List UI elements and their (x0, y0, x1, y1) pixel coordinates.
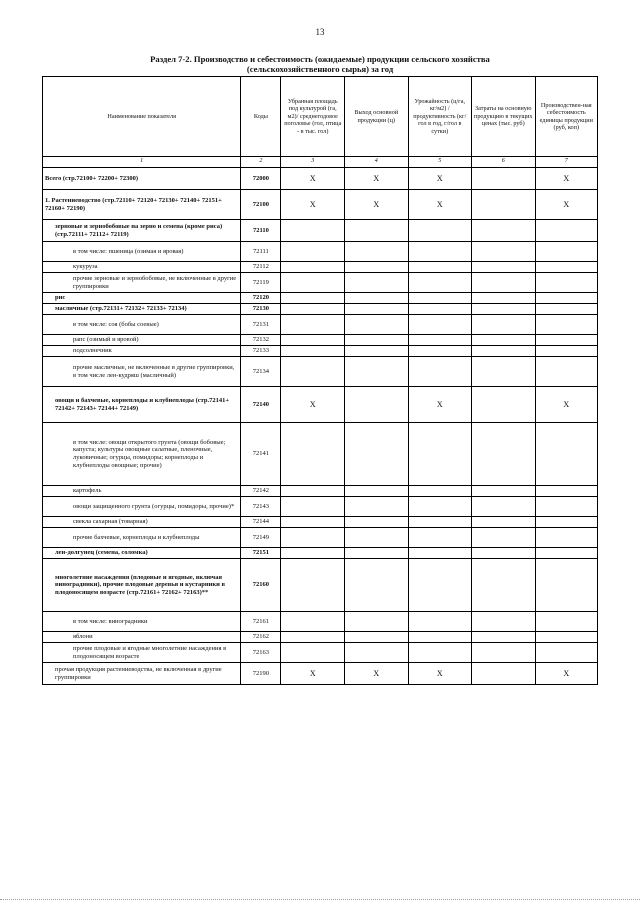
row-value-c4: X (344, 168, 408, 190)
row-name: прочие масличные, не включенные в другие группировки, в том числе лен-кудряш (масличный) (43, 357, 241, 387)
section-title (60, 54, 580, 74)
row-value-c7: X (535, 663, 597, 685)
row-code: 72132 (241, 335, 281, 346)
row-code: 72163 (241, 643, 281, 663)
row-value-c4 (344, 346, 408, 357)
row-value-c6 (472, 346, 536, 357)
row-value-c3 (281, 643, 345, 663)
row-code: 72162 (241, 632, 281, 643)
row-code: 72119 (241, 273, 281, 293)
row-value-c5 (408, 559, 472, 612)
row-value-c5 (408, 220, 472, 242)
row-name: в том числе: виноградники (43, 612, 241, 632)
row-code: 72151 (241, 548, 281, 559)
table-row (43, 190, 598, 220)
row-code: 72140 (241, 387, 281, 423)
row-code: 72141 (241, 423, 281, 486)
row-value-c6 (472, 423, 536, 486)
row-value-c6 (472, 273, 536, 293)
row-value-c4 (344, 220, 408, 242)
table-row (43, 423, 598, 486)
row-name: подсолнечник (43, 346, 241, 357)
row-value-c6 (472, 663, 536, 685)
table-row (43, 528, 598, 548)
row-value-c3: X (281, 168, 345, 190)
row-value-c6 (472, 242, 536, 262)
row-code: 72110 (241, 220, 281, 242)
row-value-c4 (344, 315, 408, 335)
header-codes: Коды (241, 77, 281, 157)
row-value-c5 (408, 242, 472, 262)
row-code: 72000 (241, 168, 281, 190)
section-title-line-2: (сельскохозяйственного сырья) за год (246, 64, 394, 74)
header-area: Убранная площадь под культурой (га, м2)/ среднегодовое поголовье (гол, птица - в тыс. гол) (281, 77, 345, 157)
row-value-c5: X (408, 168, 472, 190)
row-code: 72112 (241, 262, 281, 273)
row-code: 72142 (241, 486, 281, 497)
table-row (43, 262, 598, 273)
row-value-c6 (472, 612, 536, 632)
row-name: рапс (озимый и яровой) (43, 335, 241, 346)
row-value-c3 (281, 612, 345, 632)
row-value-c4 (344, 632, 408, 643)
row-value-c5 (408, 643, 472, 663)
column-number: 2 (241, 157, 281, 168)
row-value-c3 (281, 357, 345, 387)
row-value-c3 (281, 220, 345, 242)
row-value-c4 (344, 612, 408, 632)
row-code: 72149 (241, 528, 281, 548)
row-value-c6 (472, 220, 536, 242)
row-value-c4 (344, 262, 408, 273)
row-name: прочие плодовые и ягодные многолетние насаждения в плодоносящем возрасте (43, 643, 241, 663)
row-value-c6 (472, 335, 536, 346)
row-value-c7: X (535, 387, 597, 423)
row-code: 72130 (241, 304, 281, 315)
column-number: 1 (43, 157, 241, 168)
row-code: 72161 (241, 612, 281, 632)
row-value-c6 (472, 190, 536, 220)
table-row (43, 486, 598, 497)
row-value-c4 (344, 387, 408, 423)
row-code: 72100 (241, 190, 281, 220)
column-number: 7 (535, 157, 597, 168)
row-value-c3 (281, 486, 345, 497)
row-value-c5 (408, 632, 472, 643)
row-value-c3 (281, 304, 345, 315)
row-value-c4 (344, 293, 408, 304)
column-number-row (43, 157, 598, 168)
row-value-c7 (535, 632, 597, 643)
row-value-c3 (281, 632, 345, 643)
row-value-c3 (281, 517, 345, 528)
row-value-c7 (535, 559, 597, 612)
row-code: 72131 (241, 315, 281, 335)
row-value-c3 (281, 528, 345, 548)
row-value-c3 (281, 335, 345, 346)
table-row (43, 357, 598, 387)
row-value-c5 (408, 304, 472, 315)
row-value-c3 (281, 497, 345, 517)
row-value-c7 (535, 423, 597, 486)
row-name: прочие зерновые и зернобобовые, не включенные в другие группировки (43, 273, 241, 293)
row-value-c5 (408, 423, 472, 486)
row-value-c5: X (408, 387, 472, 423)
row-name: многолетние насаждения (плодовые и ягодные, включая виноградники), прочие плодовые деревья и кустарники в плодоносящем возрасте (стр.72161+ 72162+ 72163)** (43, 559, 241, 612)
row-value-c4 (344, 497, 408, 517)
page-bottom-edge (0, 899, 640, 900)
row-value-c5 (408, 273, 472, 293)
row-code: 72143 (241, 497, 281, 517)
section-title-line-1: Раздел 7-2. Производство и себестоимость (ожидаемые) продукции сельского хозяйства (150, 54, 490, 64)
row-code: 72111 (241, 242, 281, 262)
table-row (43, 517, 598, 528)
header-costs: Затраты на основную продукцию в текущих ценах (тыс. руб) (472, 77, 536, 157)
row-value-c7 (535, 497, 597, 517)
row-value-c3: X (281, 387, 345, 423)
row-value-c4 (344, 304, 408, 315)
column-number: 5 (408, 157, 472, 168)
table-row (43, 315, 598, 335)
row-value-c6 (472, 357, 536, 387)
row-value-c6 (472, 559, 536, 612)
row-value-c6 (472, 548, 536, 559)
column-number: 4 (344, 157, 408, 168)
page-number: 13 (315, 27, 325, 37)
row-name: яблони (43, 632, 241, 643)
row-name: лен-долгунец (семена, соломка) (43, 548, 241, 559)
row-value-c6 (472, 643, 536, 663)
row-value-c6 (472, 632, 536, 643)
row-name: картофель (43, 486, 241, 497)
row-value-c7 (535, 293, 597, 304)
row-value-c6 (472, 304, 536, 315)
row-value-c7 (535, 346, 597, 357)
row-value-c4 (344, 423, 408, 486)
row-value-c7 (535, 273, 597, 293)
row-value-c5 (408, 262, 472, 273)
row-value-c5 (408, 548, 472, 559)
table-row (43, 220, 598, 242)
table-row (43, 643, 598, 663)
row-value-c7 (535, 220, 597, 242)
row-value-c4: X (344, 190, 408, 220)
row-value-c3 (281, 423, 345, 486)
header-cost-price: Производствен-ная себестоимость единицы продукции (руб, коп) (535, 77, 597, 157)
row-value-c3 (281, 273, 345, 293)
row-value-c3 (281, 262, 345, 273)
row-value-c7 (535, 486, 597, 497)
row-value-c7: X (535, 190, 597, 220)
row-value-c7 (535, 612, 597, 632)
row-value-c5 (408, 335, 472, 346)
table-row (43, 559, 598, 612)
row-code: 72134 (241, 357, 281, 387)
table-row (43, 387, 598, 423)
table-row (43, 273, 598, 293)
row-name: в том числе: соя (бобы соевые) (43, 315, 241, 335)
row-code: 72160 (241, 559, 281, 612)
row-value-c7 (535, 262, 597, 273)
row-name: 1. Растениеводство (стр.72110+ 72120+ 72130+ 72140+ 72151+ 72160+ 72190) (43, 190, 241, 220)
row-value-c7 (535, 242, 597, 262)
row-value-c4 (344, 273, 408, 293)
row-value-c6 (472, 168, 536, 190)
row-value-c5 (408, 357, 472, 387)
row-value-c4 (344, 335, 408, 346)
row-value-c4 (344, 528, 408, 548)
row-value-c3 (281, 315, 345, 335)
row-value-c6 (472, 497, 536, 517)
row-value-c5 (408, 346, 472, 357)
row-value-c3 (281, 242, 345, 262)
row-value-c4 (344, 559, 408, 612)
header-name: Наименование показателя (43, 77, 241, 157)
row-value-c3 (281, 559, 345, 612)
column-number: 3 (281, 157, 345, 168)
row-name: кукуруза (43, 262, 241, 273)
column-number: 6 (472, 157, 536, 168)
row-value-c4: X (344, 663, 408, 685)
row-code: 72190 (241, 663, 281, 685)
row-value-c7 (535, 528, 597, 548)
table-row (43, 548, 598, 559)
row-value-c3: X (281, 663, 345, 685)
row-value-c5 (408, 293, 472, 304)
table-row (43, 168, 598, 190)
row-name: прочие бахчевые, корнеплоды и клубнеплоды (43, 528, 241, 548)
row-value-c7 (535, 548, 597, 559)
row-value-c7 (535, 357, 597, 387)
row-name: прочая продукция растениеводства, не включенная в другие группировки (43, 663, 241, 685)
production-table (42, 76, 598, 685)
row-value-c7 (535, 643, 597, 663)
row-value-c3 (281, 346, 345, 357)
row-name: в том числе: пшеница (озимая и яровая) (43, 242, 241, 262)
table-row (43, 335, 598, 346)
header-yield: Урожайность (ц/га, кг/м2) / продуктивность (кг/гол в год, г/гол в сутки) (408, 77, 472, 157)
table-row (43, 242, 598, 262)
row-value-c4 (344, 517, 408, 528)
row-value-c4 (344, 486, 408, 497)
table-row (43, 632, 598, 643)
row-value-c6 (472, 315, 536, 335)
row-value-c5 (408, 315, 472, 335)
table-row (43, 663, 598, 685)
row-value-c4 (344, 643, 408, 663)
row-value-c6 (472, 517, 536, 528)
row-value-c5: X (408, 663, 472, 685)
row-value-c4 (344, 548, 408, 559)
row-value-c6 (472, 262, 536, 273)
row-value-c3: X (281, 190, 345, 220)
row-name: масличные (стр.72131+ 72132+ 72133+ 72134) (43, 304, 241, 315)
row-code: 72120 (241, 293, 281, 304)
row-name: зерновые и зернобобовые на зерно и семена (кроме риса) (стр.72111+ 72112+ 72119) (43, 220, 241, 242)
table-row (43, 346, 598, 357)
row-value-c6 (472, 486, 536, 497)
row-name: Всего (стр.72100+ 72200+ 72300) (43, 168, 241, 190)
row-value-c7 (535, 517, 597, 528)
row-value-c5 (408, 517, 472, 528)
row-value-c5 (408, 486, 472, 497)
row-value-c3 (281, 548, 345, 559)
row-value-c6 (472, 528, 536, 548)
row-name: овощи и бахчевые, корнеплоды и клубнеплоды (стр.72141+ 72142+ 72143+ 72144+ 72149) (43, 387, 241, 423)
row-value-c7 (535, 304, 597, 315)
row-value-c5 (408, 497, 472, 517)
table-body (43, 168, 598, 685)
table-row (43, 612, 598, 632)
row-value-c7: X (535, 168, 597, 190)
row-value-c3 (281, 293, 345, 304)
table-row (43, 497, 598, 517)
row-value-c4 (344, 242, 408, 262)
row-name: овощи защищенного грунта (огурцы, помидоры, прочие)* (43, 497, 241, 517)
row-value-c5: X (408, 190, 472, 220)
row-value-c6 (472, 293, 536, 304)
row-value-c7 (535, 335, 597, 346)
row-name: рис (43, 293, 241, 304)
table-row (43, 293, 598, 304)
row-value-c4 (344, 357, 408, 387)
row-value-c5 (408, 612, 472, 632)
table-row (43, 304, 598, 315)
table-header-row (43, 77, 598, 157)
row-value-c6 (472, 387, 536, 423)
header-output: Выход основной продукции (ц) (344, 77, 408, 157)
row-value-c5 (408, 528, 472, 548)
row-value-c7 (535, 315, 597, 335)
row-code: 72133 (241, 346, 281, 357)
row-name: свекла сахарная (товарная) (43, 517, 241, 528)
row-code: 72144 (241, 517, 281, 528)
row-name: в том числе: овощи открытого грунта (овощи бобовые; капуста; культуры овощные салатные, пленочные, луковичные; огурцы, помидоры; корнеплоды и клубнеплоды овощные; прочие) (43, 423, 241, 486)
